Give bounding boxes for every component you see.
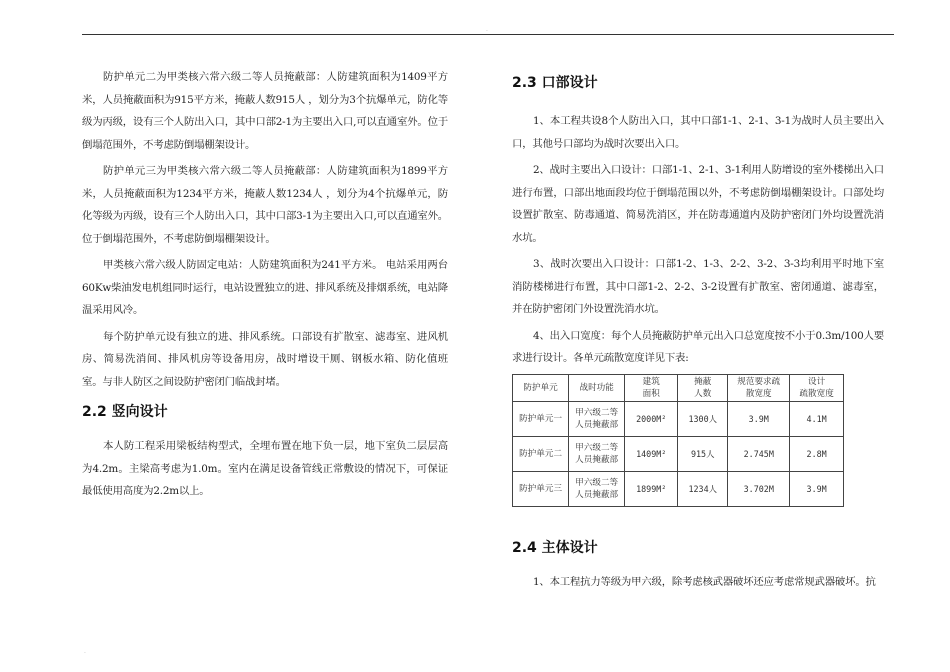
paragraph-resistance-level: 1、本工程抗力等级为甲六级，除考虑核武器破坏还应考虑常规武器破坏。抗 [533,575,876,588]
table-cell: 1300人 [678,401,728,436]
paragraph-structure: 本人防工程采用梁板结构型式，全埋布置在地下负一层，地下室负二层层高为4.2m。主梁高考虑为1.0m。室内在满足设备管线正常敷设的情况下，可保证最低使用高度为2.2m以上。 [82,440,448,497]
paragraph-entrances: 1、本工程共设8个人防出入口，其中口部1-1、2-1、3-1为战时人员主要出入口，其他号口部均为战时次要出入口。 [512,115,884,150]
table-cell: 4.1M [790,401,844,436]
paragraph-unit-two: 防护单元二为甲类核六常六级二等人员掩蔽部：人防建筑面积为1409平方米，人员掩蔽面积为915平方米，掩蔽人数915人 ，划分为3个抗爆单元，防化等级为丙级，设有三个人防出入口，其中口部2-1为主要出入口,可以直通室外。位于倒塌范围外，不考虑防倒塌棚架设计。 [82,71,448,151]
table-header-cell: 建筑 面积 [625,374,678,401]
paragraph-power-station: 甲类核六常六级人防固定电站：人防建筑面积为241平方米。 电站采用两台60Kw柴油发电机组同时运行，电站设置独立的进、排风系统及排烟系统，电站降温采用风冷。 [82,259,448,316]
paragraph-main-entrance: 2、战时主要出入口设计：口部1-1、2-1、3-1利用人防增设的室外楼梯出入口进行布置，口部出地面段均位于倒塌范围以外，不考虑防倒塌棚架设计。口部处均设置扩散室、防毒通道、简易洗消区，并在防毒通道内及防护密闭门外均设置洗消水坑。 [512,164,884,244]
table-header-row [513,374,844,401]
paragraph-entrance-width: 4、出入口宽度：每个人员掩蔽防护单元出入口总宽度按不小于0.3m/100人要求进行设计。各单元疏散宽度详见下表: [512,329,884,364]
left-column [82,66,448,507]
table-cell: 1899M² [625,471,678,506]
table-cell: 甲六级二等 人员掩蔽部 [569,401,625,436]
paragraph-ventilation: 每个防护单元设有独立的进、排风系统。口部设有扩散室、滤毒室、进风机房、简易洗消间、排风机房等设备用房，战时增设干厕、钢板水箱、防化值班室。与非人防区之间设防护密闭门临战封堵。 [82,330,448,388]
table-cell: 3.702M [728,471,790,506]
table-cell: 2.8M [790,436,844,471]
table-cell: 防护单元三 [513,471,569,506]
table-header-cell: 规范要求疏 散宽度 [728,374,790,401]
table-header-cell: 掩蔽 人数 [678,374,728,401]
table-cell: 防护单元一 [513,401,569,436]
table-cell: 甲六级二等 人员掩蔽部 [569,436,625,471]
table-cell: 915人 [678,436,728,471]
paragraph-unit-three: 防护单元三为甲类核六常六级二等人员掩蔽部：人防建筑面积为1899平方米，人员掩蔽面积为1234平方米，掩蔽人数1234人 ，划分为4个抗爆单元，防化等级为丙级，设有三个人防出入口，其中口部3-1为主要出入口,可以直通室外。位于倒塌范围外，不考虑防倒塌棚架设计。 [82,165,448,245]
table-cell: 防护单元二 [513,436,569,471]
header-rule [82,34,894,35]
table-cell: 1234人 [678,471,728,506]
table-cell: 2000M² [625,401,678,436]
table-cell: 1409M² [625,436,678,471]
right-column [512,66,884,597]
evacuation-width-table [512,374,844,507]
table-row [513,401,844,436]
footer-mark: . [84,648,86,655]
table-header-cell: 设计 疏散宽度 [790,374,844,401]
heading-main-design: 2.4 主体设计 [512,539,598,556]
heading-vertical-design: 2.2 竖向设计 [82,404,168,420]
table-header-cell: 战时功能 [569,374,625,401]
table-cell: 甲六级二等 人员掩蔽部 [569,471,625,506]
table-cell: 2.745M [728,436,790,471]
table-row [513,436,844,471]
paragraph-secondary-entrance: 3、战时次要出入口设计：口部1-2、1-3、2-2、3-2、3-3均利用平时地下室消防楼梯进行布置，其中口部1-2、2-2、3-2设置有扩散室、密闭通道、滤毒室，并在防护密闭门外设置洗消水坑。 [512,258,884,315]
header-mark: . [486,26,488,33]
table-header-cell: 防护单元 [513,374,569,401]
table-row [513,471,844,506]
table-cell: 3.9M [790,471,844,506]
heading-entrance-design: 2.3 口部设计 [512,75,598,91]
table-cell: 3.9M [728,401,790,436]
